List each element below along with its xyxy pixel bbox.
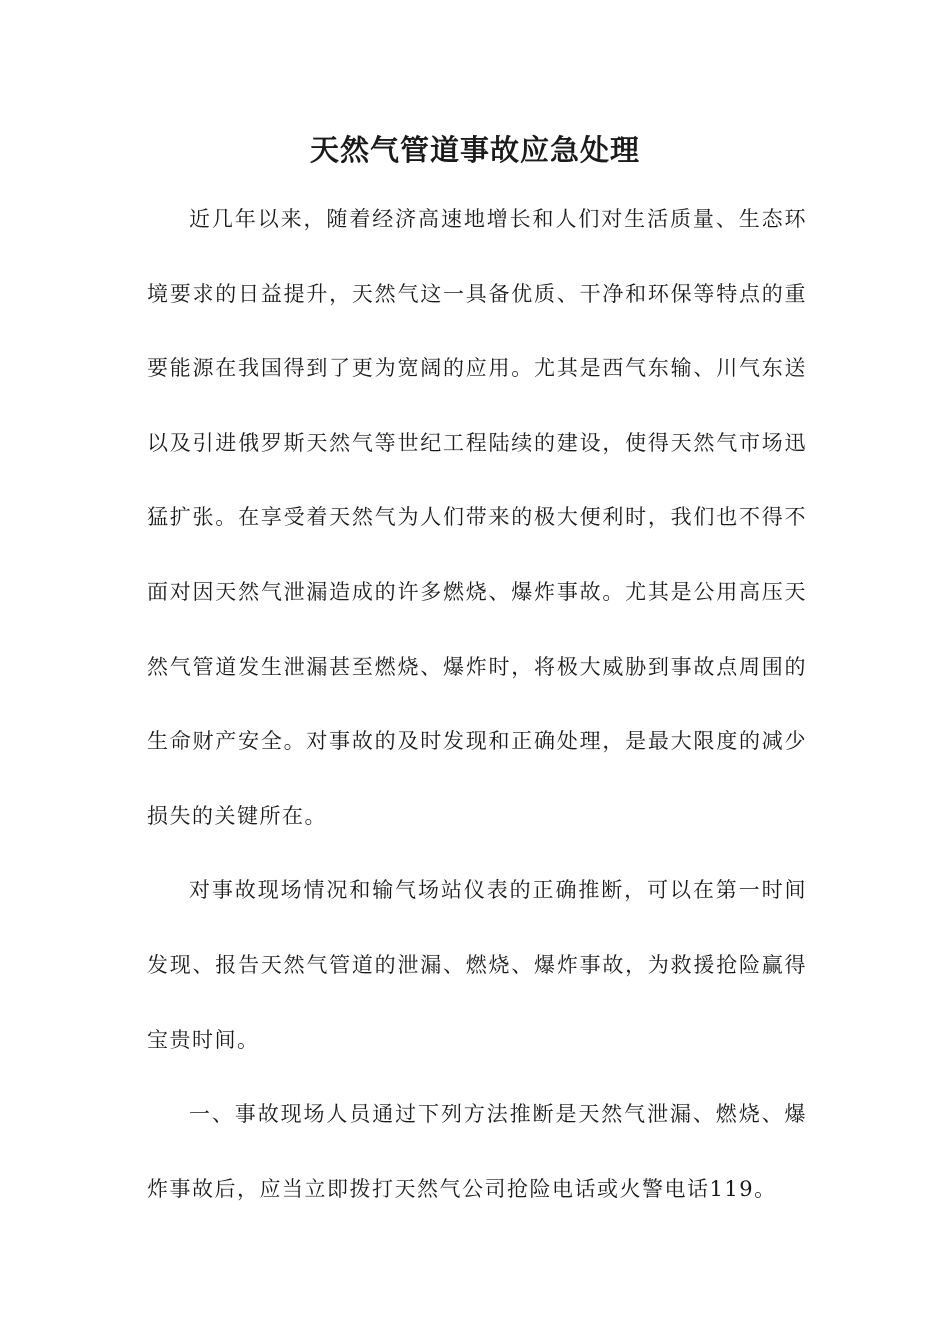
document-body [147, 182, 807, 1226]
paragraph-section-one: 一、事故现场人员通过下列方法推断是天然气泄漏、燃烧、爆炸事故后，应当立即拨打天然气公司抢险电话或火警电话119。 [147, 1102, 807, 1201]
paragraph-intro: 近几年以来，随着经济高速地增长和人们对生活质量、生态环境要求的日益提升，天然气这一具备优质、干净和环保等特点的重要能源在我国得到了更为宽阔的应用。尤其是西气东输、川气东送以及引进俄罗斯天然气等世纪工程陆续的建设，使得天然气市场迅猛扩张。在享受着天然气为人们带来的极大便利时，我们也不得不面对因天然气泄漏造成的许多燃烧、爆炸事故。尤其是公用高压天然气管道发生泄漏甚至燃烧、爆炸时，将极大威胁到事故点周围的生命财产安全。对事故的及时发现和正确处理，是最大限度的减少损失的关键所在。 [147, 207, 807, 828]
paragraph-judgement: 对事故现场情况和输气场站仪表的正确推断，可以在第一时间发现、报告天然气管道的泄漏、燃烧、爆炸事故，为救援抢险赢得宝贵时间。 [147, 878, 807, 1052]
document-title: 天然气管道事故应急处理 [309, 133, 640, 167]
